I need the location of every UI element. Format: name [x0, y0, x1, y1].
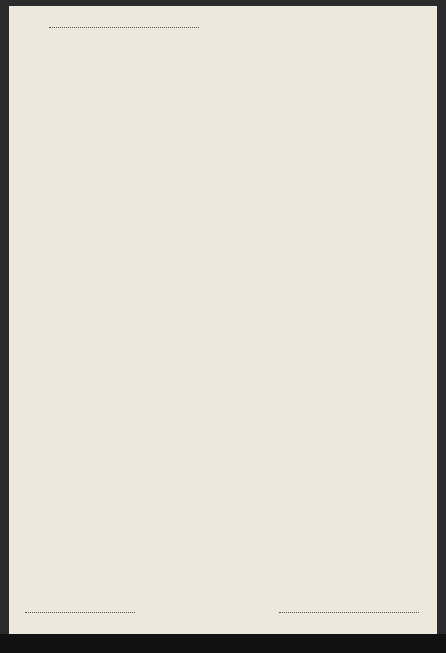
form-sheet	[9, 6, 437, 634]
watermark-bar	[0, 634, 446, 653]
strength-table	[9, 6, 437, 634]
